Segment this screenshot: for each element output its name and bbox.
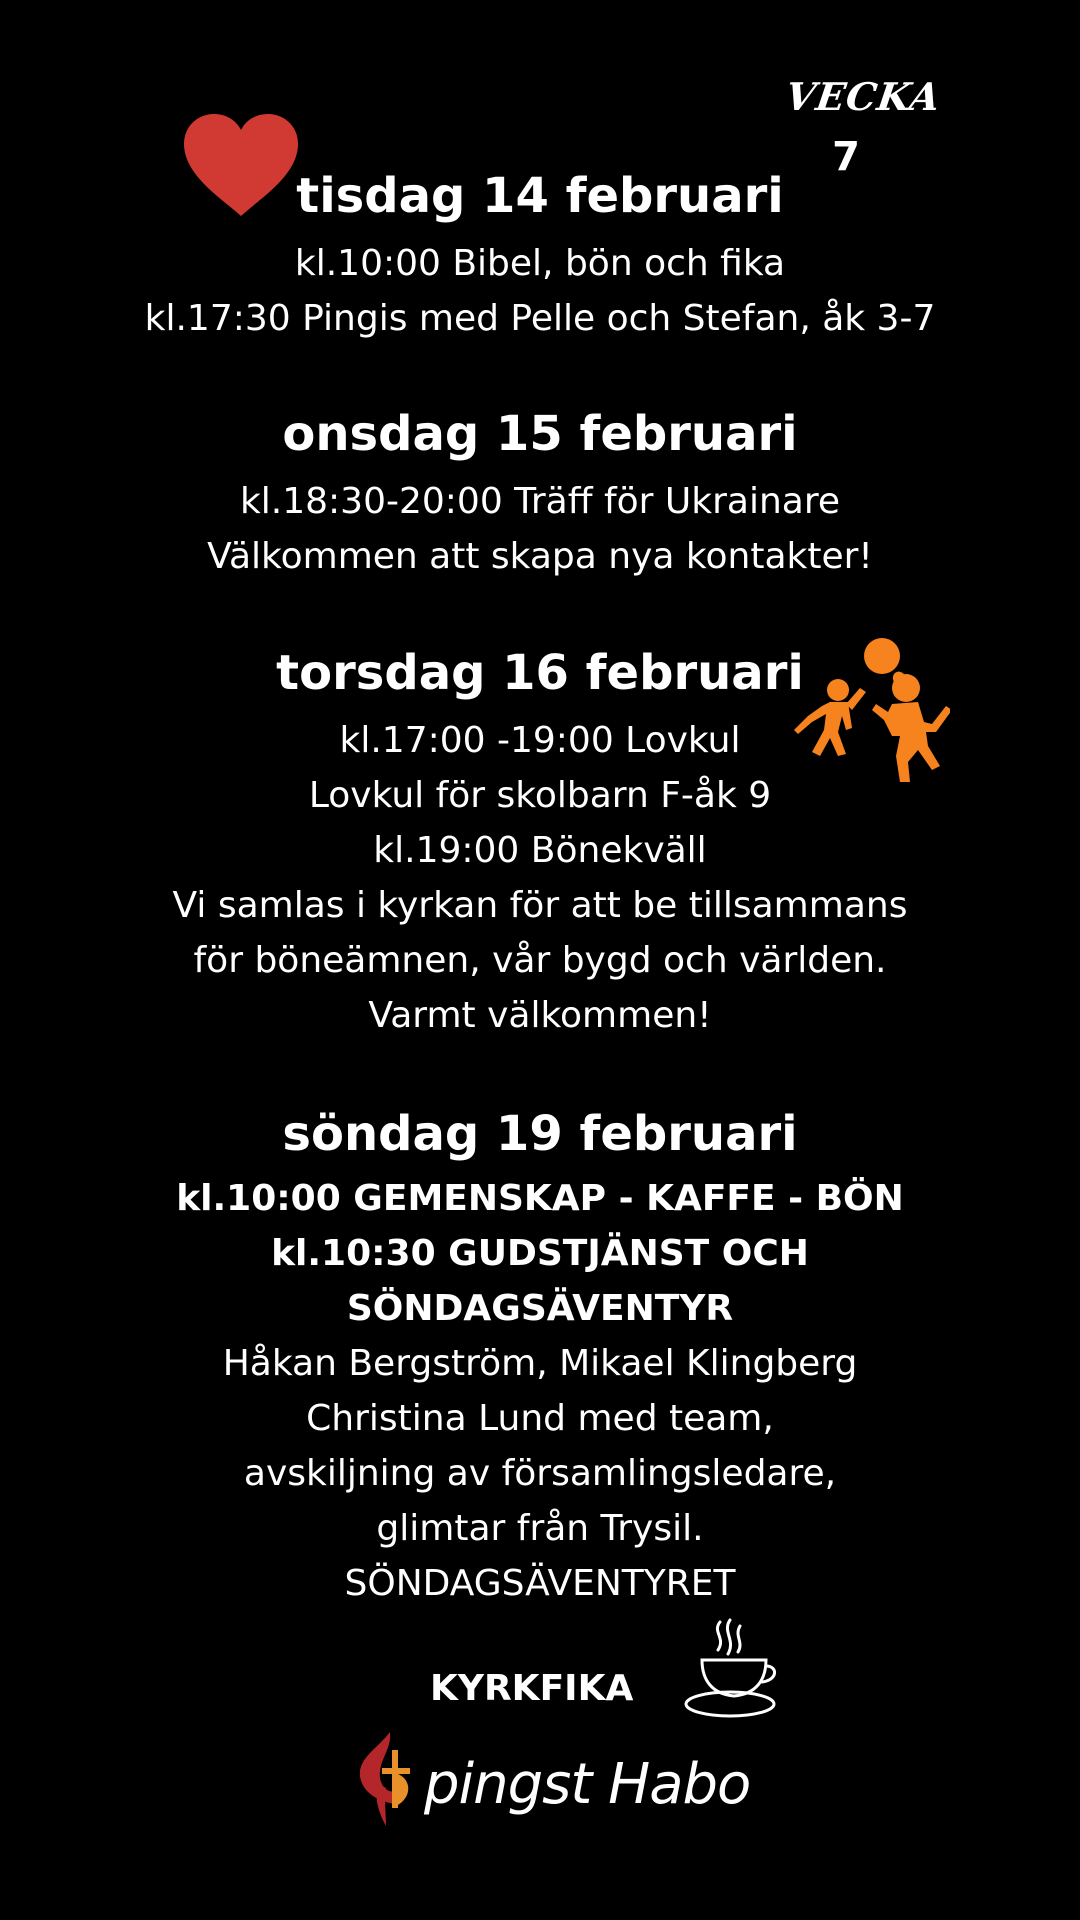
coffee-cup-icon xyxy=(682,1618,778,1722)
event-line-bold: SÖNDAGSÄVENTYR xyxy=(346,1288,734,1329)
event-line: kl.10:00 Bibel, bön och fika xyxy=(294,243,786,284)
event-line-bold: kl.10:00 GEMENSKAP - KAFFE - BÖN xyxy=(176,1178,904,1219)
event-line: avskiljning av församlingsledare, xyxy=(243,1453,837,1494)
week-number: 7 xyxy=(832,134,860,180)
event-line: kl.19:00 Bönekväll xyxy=(373,830,707,871)
event-line: Välkommen att skapa nya kontakter! xyxy=(207,536,873,577)
event-line: Håkan Bergström, Mikael Klingberg xyxy=(222,1343,858,1384)
week-label: VECKA xyxy=(782,74,944,119)
day-title-tuesday: tisdag 14 februari xyxy=(296,168,784,224)
event-line: glimtar från Trysil. xyxy=(376,1508,704,1549)
kyrkfika-label: KYRKFIKA xyxy=(430,1668,634,1709)
event-line: SÖNDAGSÄVENTYRET xyxy=(344,1563,736,1604)
event-line: Christina Lund med team, xyxy=(306,1398,774,1439)
day-title-thursday: torsdag 16 februari xyxy=(276,645,804,701)
event-line: Lovkul för skolbarn F-åk 9 xyxy=(308,775,772,816)
event-line: kl.17:30 Pingis med Pelle och Stefan, åk 3-7 xyxy=(144,298,936,339)
children-playing-ball-icon xyxy=(794,636,950,786)
event-line-bold: kl.10:30 GUDSTJÄNST OCH xyxy=(271,1233,809,1274)
event-line: kl.18:30-20:00 Träff för Ukrainare xyxy=(239,481,841,522)
day-title-sunday: söndag 19 februari xyxy=(282,1106,798,1162)
event-line: Vi samlas i kyrkan för att be tillsammans xyxy=(172,885,908,926)
flame-cross-icon xyxy=(356,1728,414,1828)
event-line: för böneämnen, vår bygd och världen. xyxy=(193,940,887,981)
event-line: kl.17:00 -19:00 Lovkul xyxy=(339,720,741,761)
day-title-wednesday: onsdag 15 februari xyxy=(282,406,798,462)
event-line: Varmt välkommen! xyxy=(368,995,712,1036)
logo-text: pingst Habo xyxy=(424,1752,751,1817)
